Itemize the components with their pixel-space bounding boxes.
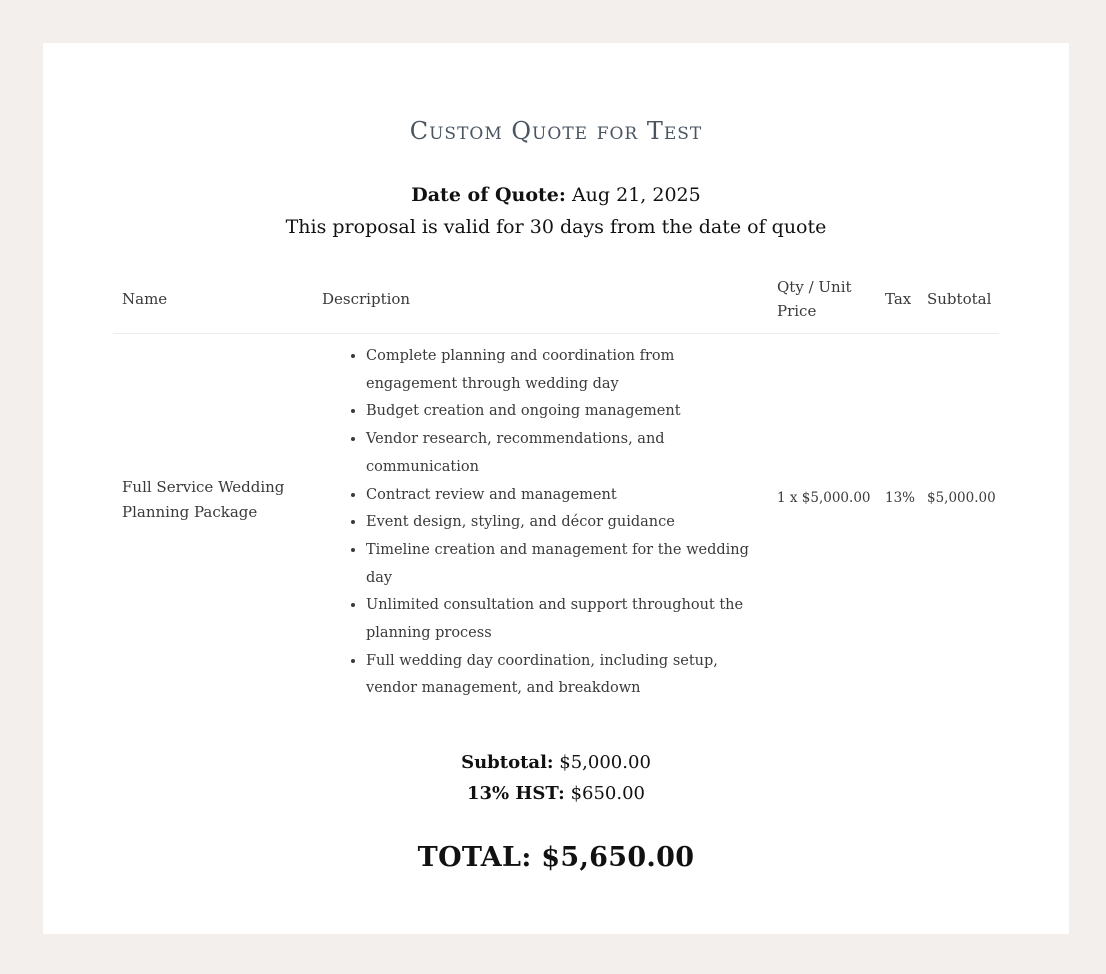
header-tax: Tax (885, 290, 912, 308)
date-label: Date of Quote: (411, 184, 566, 206)
date-value: Aug 21, 2025 (571, 184, 701, 206)
header-qty-unit-price: Qty / Unit Price (777, 278, 852, 320)
list-item: • Full wedding day coordination, including setup, vendor management, and breakdown (366, 648, 762, 703)
list-item: • Event design, styling, and décor guidance (366, 509, 762, 537)
hst-value: $650.00 (570, 783, 645, 804)
row-qty: 1 x $5,000.00 (777, 490, 871, 506)
list-item: • Contract review and management (366, 482, 762, 510)
subtotal-label: Subtotal: (461, 752, 554, 773)
list-item: • Complete planning and coordination from engagement through wedding day (366, 343, 762, 398)
grand-total: TOTAL: $5,650.00 (417, 842, 695, 873)
date-of-quote (43, 184, 1069, 206)
list-item: • Timeline creation and management for the wedding day (366, 537, 762, 592)
quote-title: Custom Quote for Test (409, 117, 703, 145)
row-subtotal: $5,000.00 (927, 490, 996, 506)
row-description (322, 343, 762, 703)
header-subtotal: Subtotal (927, 290, 992, 308)
row-name: Full Service Wedding Planning Package (122, 478, 285, 521)
hst-label: 13% HST: (467, 783, 565, 804)
header-divider (113, 333, 999, 334)
list-item: • Budget creation and ongoing management (366, 398, 762, 426)
quote-card (43, 43, 1069, 934)
totals-subtotal (43, 752, 1069, 773)
list-item: • Vendor research, recommendations, and communication (366, 426, 762, 481)
description-list (322, 343, 762, 703)
subtotal-value: $5,000.00 (559, 752, 651, 773)
list-item: • Unlimited consultation and support throughout the planning process (366, 592, 762, 647)
row-tax: 13% (885, 490, 916, 506)
header-name: Name (122, 290, 168, 308)
totals-hst (43, 783, 1069, 804)
validity-note: This proposal is valid for 30 days from the date of quote (285, 216, 827, 238)
header-description: Description (322, 290, 411, 308)
